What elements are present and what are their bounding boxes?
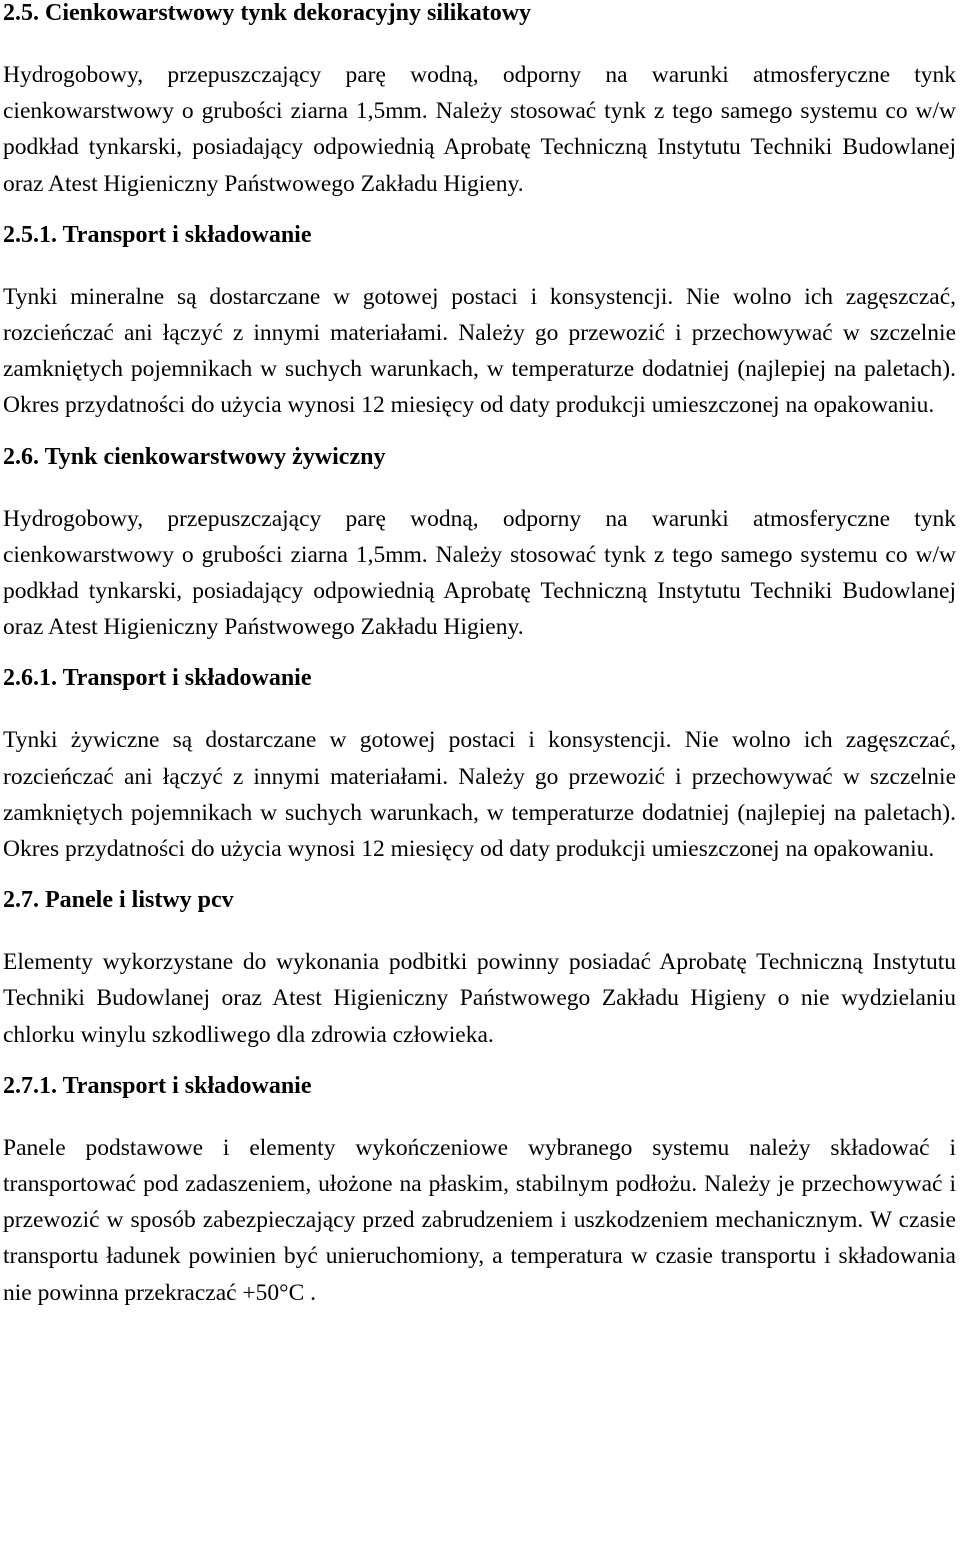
section-text-2-6-1: Tynki żywiczne są dostarczane w gotowej postaci i konsystencji. Nie wolno ich zagęszczać, rozcieńczać ani łączyć z innymi materiałami. Należy go przewozić i przechowywać w szczelnie zamkniętych pojemnikach w suchych warunkach, w temperaturze dodatniej (najlepiej na paletach). Okres przydatności do użycia wynosi 12 miesięcy od daty produkcji umieszczonej na opakowaniu.: [3, 727, 956, 863]
section-heading-2-7: 2.7. Panele i listwy pcv: [3, 887, 234, 914]
section-text-2-6: Hydrogobowy, przepuszczający parę wodną, odporny na warunki atmosferyczne tynk cienkowarstwowy o grubości ziarna 1,5mm. Należy stosować tynk z tego samego systemu co w/w podkład tynkarski, posiadający odpowiednią Aprobatę Techniczną Instytutu Techniki Budowlanej oraz Atest Higieniczny Państwowego Zakładu Higieny.: [3, 505, 956, 641]
section-text-2-5-1: Tynki mineralne są dostarczane w gotowej postaci i konsystencji. Nie wolno ich zagęszczać, rozcieńczać ani łączyć z innymi materiałami. Należy go przewozić i przechowywać w szczelnie zamkniętych pojemnikach w suchych warunkach, w temperaturze dodatniej (najlepiej na paletach). Okres przydatności do użycia wynosi 12 miesięcy od daty produkcji umieszczonej na opakowaniu.: [3, 283, 956, 419]
section-text-2-7: Elementy wykorzystane do wykonania podbitki powinny posiadać Aprobatę Techniczną Instytutu Techniki Budowlanej oraz Atest Higieniczny Państwowego Zakładu Higieny o nie wydzielaniu chlorku winylu szkodliwego dla zdrowia człowieka.: [3, 949, 956, 1048]
section-heading-2-6-1: 2.6.1. Transport i składowanie: [3, 665, 312, 692]
section-heading-2-7-1: 2.7.1. Transport i składowanie: [3, 1072, 312, 1099]
section-heading-2-5-1: 2.5.1. Transport i składowanie: [3, 221, 312, 248]
section-text-2-5: Hydrogobowy, przepuszczający parę wodną, odporny na warunki atmosferyczne tynk cienkowarstwowy o grubości ziarna 1,5mm. Należy stosować tynk z tego samego systemu co w/w podkład tynkarski, posiadający odpowiednią Aprobatę Techniczną Instytutu Techniki Budowlanej oraz Atest Higieniczny Państwowego Zakładu Higieny.: [3, 62, 956, 197]
section-heading-2-6: 2.6. Tynk cienkowarstwowy żywiczny: [3, 443, 386, 470]
section-text-2-7-1: Panele podstawowe i elementy wykończeniowe wybranego systemu należy składować i transportować pod zadaszeniem, ułożone na płaskim, stabilnym podłożu. Należy je przechowywać i przewozić w sposób zabezpieczający przed zabrudzeniem i uszkodzeniem mechanicznym. W czasie transportu ładunek powinien być unieruchomiony, a temperatura w czasie transportu i składowania nie powinna przekraczać +50°C .: [3, 1134, 956, 1306]
section-heading-2-5: 2.5. Cienkowarstwowy tynk dekoracyjny silikatowy: [3, 0, 532, 26]
